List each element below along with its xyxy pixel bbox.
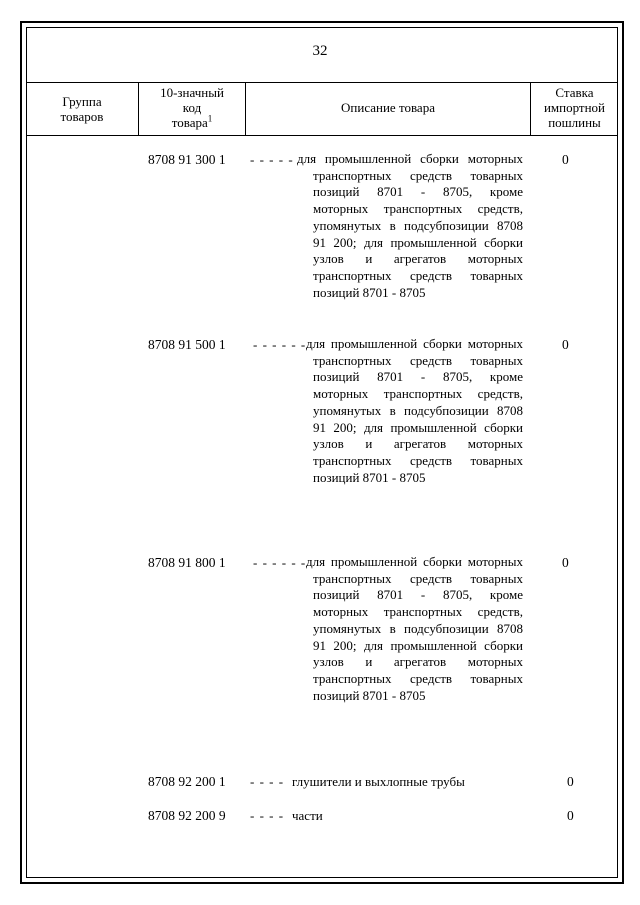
row-3-description: для промышленной сборки моторных транспортных средств товарных позиций 8701 - 8705, кроме моторных транспортных средств, упомянутых в подсубпозиции 8708 91 200; для промышленной сборки узлов и агрегатов моторных транспортных средств товарных позиций 8701 - 8705 bbox=[306, 554, 523, 703]
row-5-rate: 0 bbox=[567, 808, 574, 823]
row-4-code: 8708 92 200 1 bbox=[148, 774, 226, 789]
header-code-line3-text: товара bbox=[171, 115, 208, 130]
row-2-description: для промышленной сборки моторных транспортных средств товарных позиций 8701 - 8705, кроме моторных транспортных средств, упомянутых в подсубпозиции 8708 91 200; для промышленной сборки узлов и агрегатов моторных транспортных средств товарных позиций 8701 - 8705 bbox=[306, 336, 523, 485]
row-2-dashes: - - - - - - bbox=[253, 337, 307, 352]
header-rate-line1: Ставка bbox=[555, 85, 594, 100]
row-1-description: для промышленной сборки моторных транспортных средств товарных позиций 8701 - 8705, кроме моторных транспортных средств, упомянутых в подсубпозиции 8708 91 200; для промышленной сборки узлов и агрегатов моторных транспортных средств товарных позиций 8701 - 8705 bbox=[297, 151, 523, 300]
header-group bbox=[26, 94, 138, 124]
row-4-rate: 0 bbox=[567, 774, 574, 789]
row-5-dashes: - - - - bbox=[250, 808, 285, 823]
row-2-code: 8708 91 500 1 bbox=[148, 337, 226, 352]
header-group-line2: товаров bbox=[60, 109, 104, 124]
row-3-code: 8708 91 800 1 bbox=[148, 555, 226, 570]
row-4-dashes: - - - - bbox=[250, 774, 285, 789]
header-rate-line2: импортной bbox=[543, 100, 606, 115]
page-number: 32 bbox=[312, 43, 328, 59]
header-description: Описание товара bbox=[341, 100, 435, 115]
header-code-line3 bbox=[139, 115, 245, 130]
row-4-description: глушители и выхлопные трубы bbox=[292, 774, 465, 789]
header-code bbox=[139, 85, 245, 130]
footnote-marker: 1 bbox=[207, 113, 213, 124]
row-1-code: 8708 91 300 1 bbox=[148, 152, 226, 167]
header-group-line1: Группа bbox=[62, 94, 102, 109]
header-rate-line3: пошлины bbox=[548, 115, 601, 130]
row-1-dashes: - - - - - bbox=[250, 152, 294, 167]
row-2-rate: 0 bbox=[562, 337, 569, 352]
row-5-code: 8708 92 200 9 bbox=[148, 808, 226, 823]
header-rate bbox=[531, 85, 618, 130]
row-3-rate: 0 bbox=[562, 555, 569, 570]
row-5-description: части bbox=[292, 808, 323, 823]
header-code-line2: код bbox=[182, 100, 202, 115]
header-bottom-rule bbox=[26, 135, 618, 136]
row-3-dashes: - - - - - - bbox=[253, 555, 307, 570]
row-1-rate: 0 bbox=[562, 152, 569, 167]
header-code-line1: 10-значный bbox=[160, 85, 224, 100]
